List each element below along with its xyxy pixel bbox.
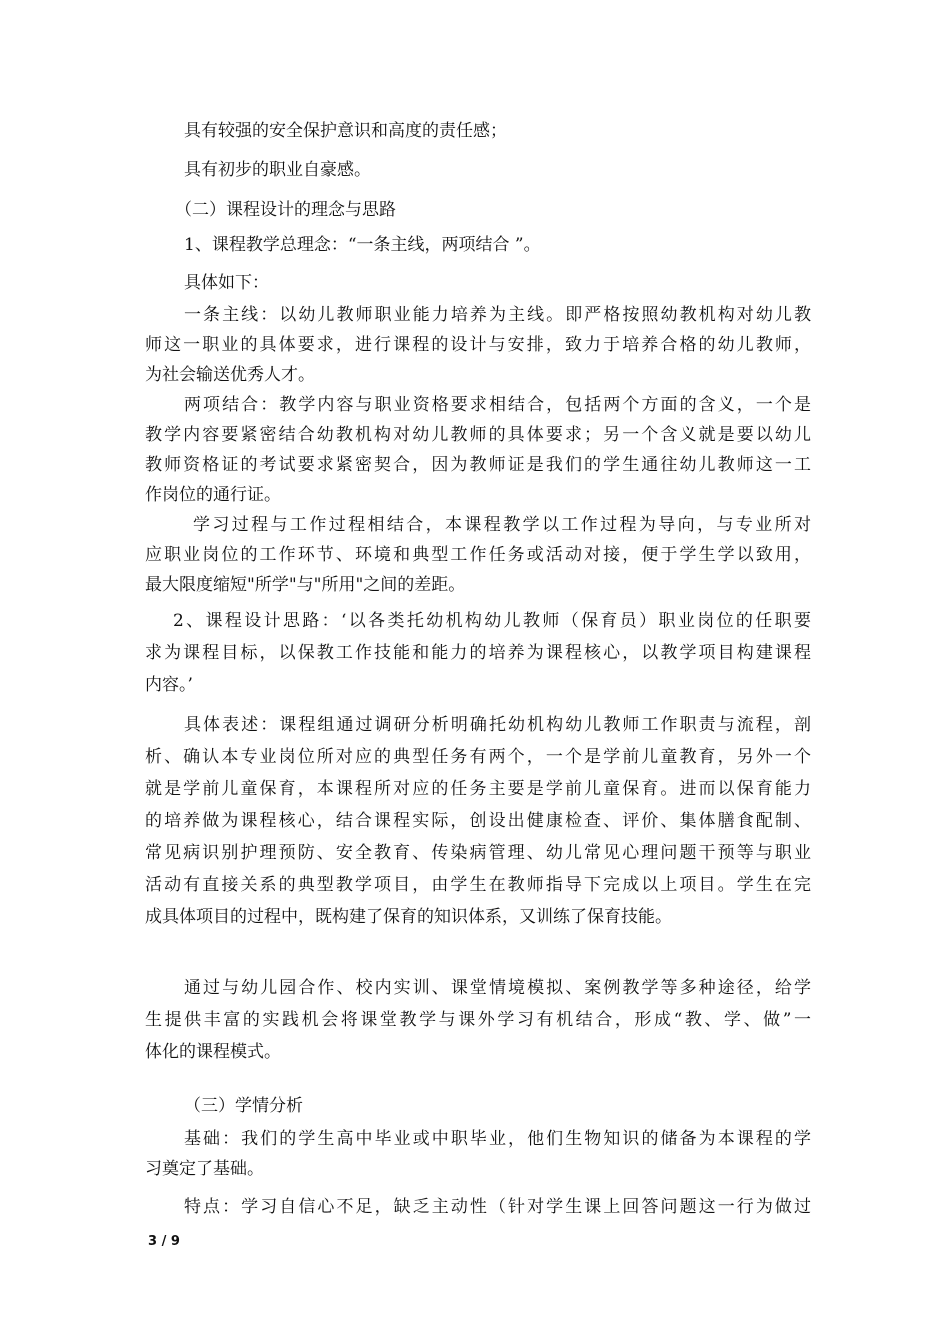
text-line: 求为课程目标，以保教工作技能和能力的培养为课程核心，以教学项目构建课程 (145, 643, 811, 663)
text-line: 具体表述：课程组通过调研分析明确托幼机构幼儿教师工作职责与流程，剖 (184, 715, 811, 735)
text-line: 学习过程与工作过程相结合，本课程教学以工作过程为导向，与专业所对 (193, 515, 811, 535)
text-line: 一条主线：以幼儿教师职业能力培养为主线。即严格按照幼教机构对幼儿教 (184, 305, 811, 325)
text-line: 的培养做为课程核心，结合课程实际，创设出健康检查、评价、集体膳食配制、 (145, 811, 811, 831)
text-line: 具体如下： (184, 273, 269, 293)
text-line: 生提供丰富的实践机会将课堂教学与课外学习有机结合，形成“教、学、做”一 (145, 1010, 811, 1030)
paragraph-characteristics (145, 1192, 811, 1222)
text-line: 1、课程教学总理念：“一条主线，两项结合 ”。 (184, 235, 541, 255)
paragraph-foundation (145, 1124, 811, 1184)
text-line: 教师资格证的考试要求紧密契合，因为教师证是我们的学生通往幼儿教师这一工 (145, 455, 811, 475)
text-line: 2、课程设计思路：‘以各类托幼机构幼儿教师（保育员）职业岗位的任职要 (173, 611, 811, 631)
paragraph-design-idea (145, 605, 811, 701)
text-line: 析、确认本专业岗位所对应的典型任务有两个，一个是学前儿童教育，另外一个 (145, 747, 811, 767)
paragraph-cooperation (145, 972, 811, 1068)
text-line: 两项结合：教学内容与职业资格要求相结合，包括两个方面的含义，一个是 (184, 395, 811, 415)
text-line: 教学内容要紧密结合幼教机构对幼儿教师的具体要求；另一个含义就是要以幼儿 (145, 425, 811, 445)
text-line: 就是学前儿童保育，本课程所对应的任务主要是学前儿童保育。进而以保育能力 (145, 779, 811, 799)
section-heading-3 (184, 1091, 850, 1121)
section-heading-2 (175, 195, 841, 225)
text-line: 具有初步的职业自豪感。 (184, 160, 371, 180)
paragraph-detailed-description (145, 709, 811, 933)
text-line: （二）课程设计的理念与思路 (175, 200, 396, 220)
page-indicator: 3 / 9 (148, 1234, 180, 1249)
text-line: 最大限度缩短"所学"与"所用"之间的差距。 (145, 575, 466, 595)
text-line: 内容。’ (145, 675, 193, 695)
paragraph-4 (184, 230, 850, 260)
text-line: 师这一职业的具体要求，进行课程的设计与安排，致力于培养合格的幼儿教师， (145, 335, 811, 355)
text-line: 特点：学习自信心不足，缺乏主动性（针对学生课上回答问题这一行为做过 (184, 1197, 811, 1217)
text-line: 基础：我们的学生高中毕业或中职毕业，他们生物知识的储备为本课程的学 (184, 1129, 811, 1149)
text-line: （三）学情分析 (184, 1096, 303, 1116)
text-line: 应职业岗位的工作环节、环境和典型工作任务或活动对接，便于学生学以致用， (145, 545, 811, 565)
text-line: 活动有直接关系的典型教学项目，由学生在教师指导下完成以上项目。学生在完 (145, 875, 811, 895)
paragraph-learning-process (145, 510, 811, 600)
text-line: 成具体项目的过程中，既构建了保育的知识体系，又训练了保育技能。 (145, 907, 672, 927)
text-line: 为社会输送优秀人才。 (145, 365, 315, 385)
paragraph-main-line (145, 300, 811, 390)
paragraph-5 (184, 268, 850, 298)
paragraph-2 (184, 155, 850, 185)
text-line: 作岗位的通行证。 (145, 485, 281, 505)
paragraph-1 (184, 116, 850, 146)
text-line: 常见病识别护理预防、安全教育、传染病管理、幼儿常见心理问题干预等与职业 (145, 843, 811, 863)
text-line: 通过与幼儿园合作、校内实训、课堂情境模拟、案例教学等多种途径，给学 (184, 978, 811, 998)
text-line: 具有较强的安全保护意识和高度的责任感； (184, 121, 507, 141)
paragraph-two-combinations (145, 390, 811, 510)
text-line: 习奠定了基础。 (145, 1159, 264, 1179)
text-line: 体化的课程模式。 (145, 1042, 281, 1062)
